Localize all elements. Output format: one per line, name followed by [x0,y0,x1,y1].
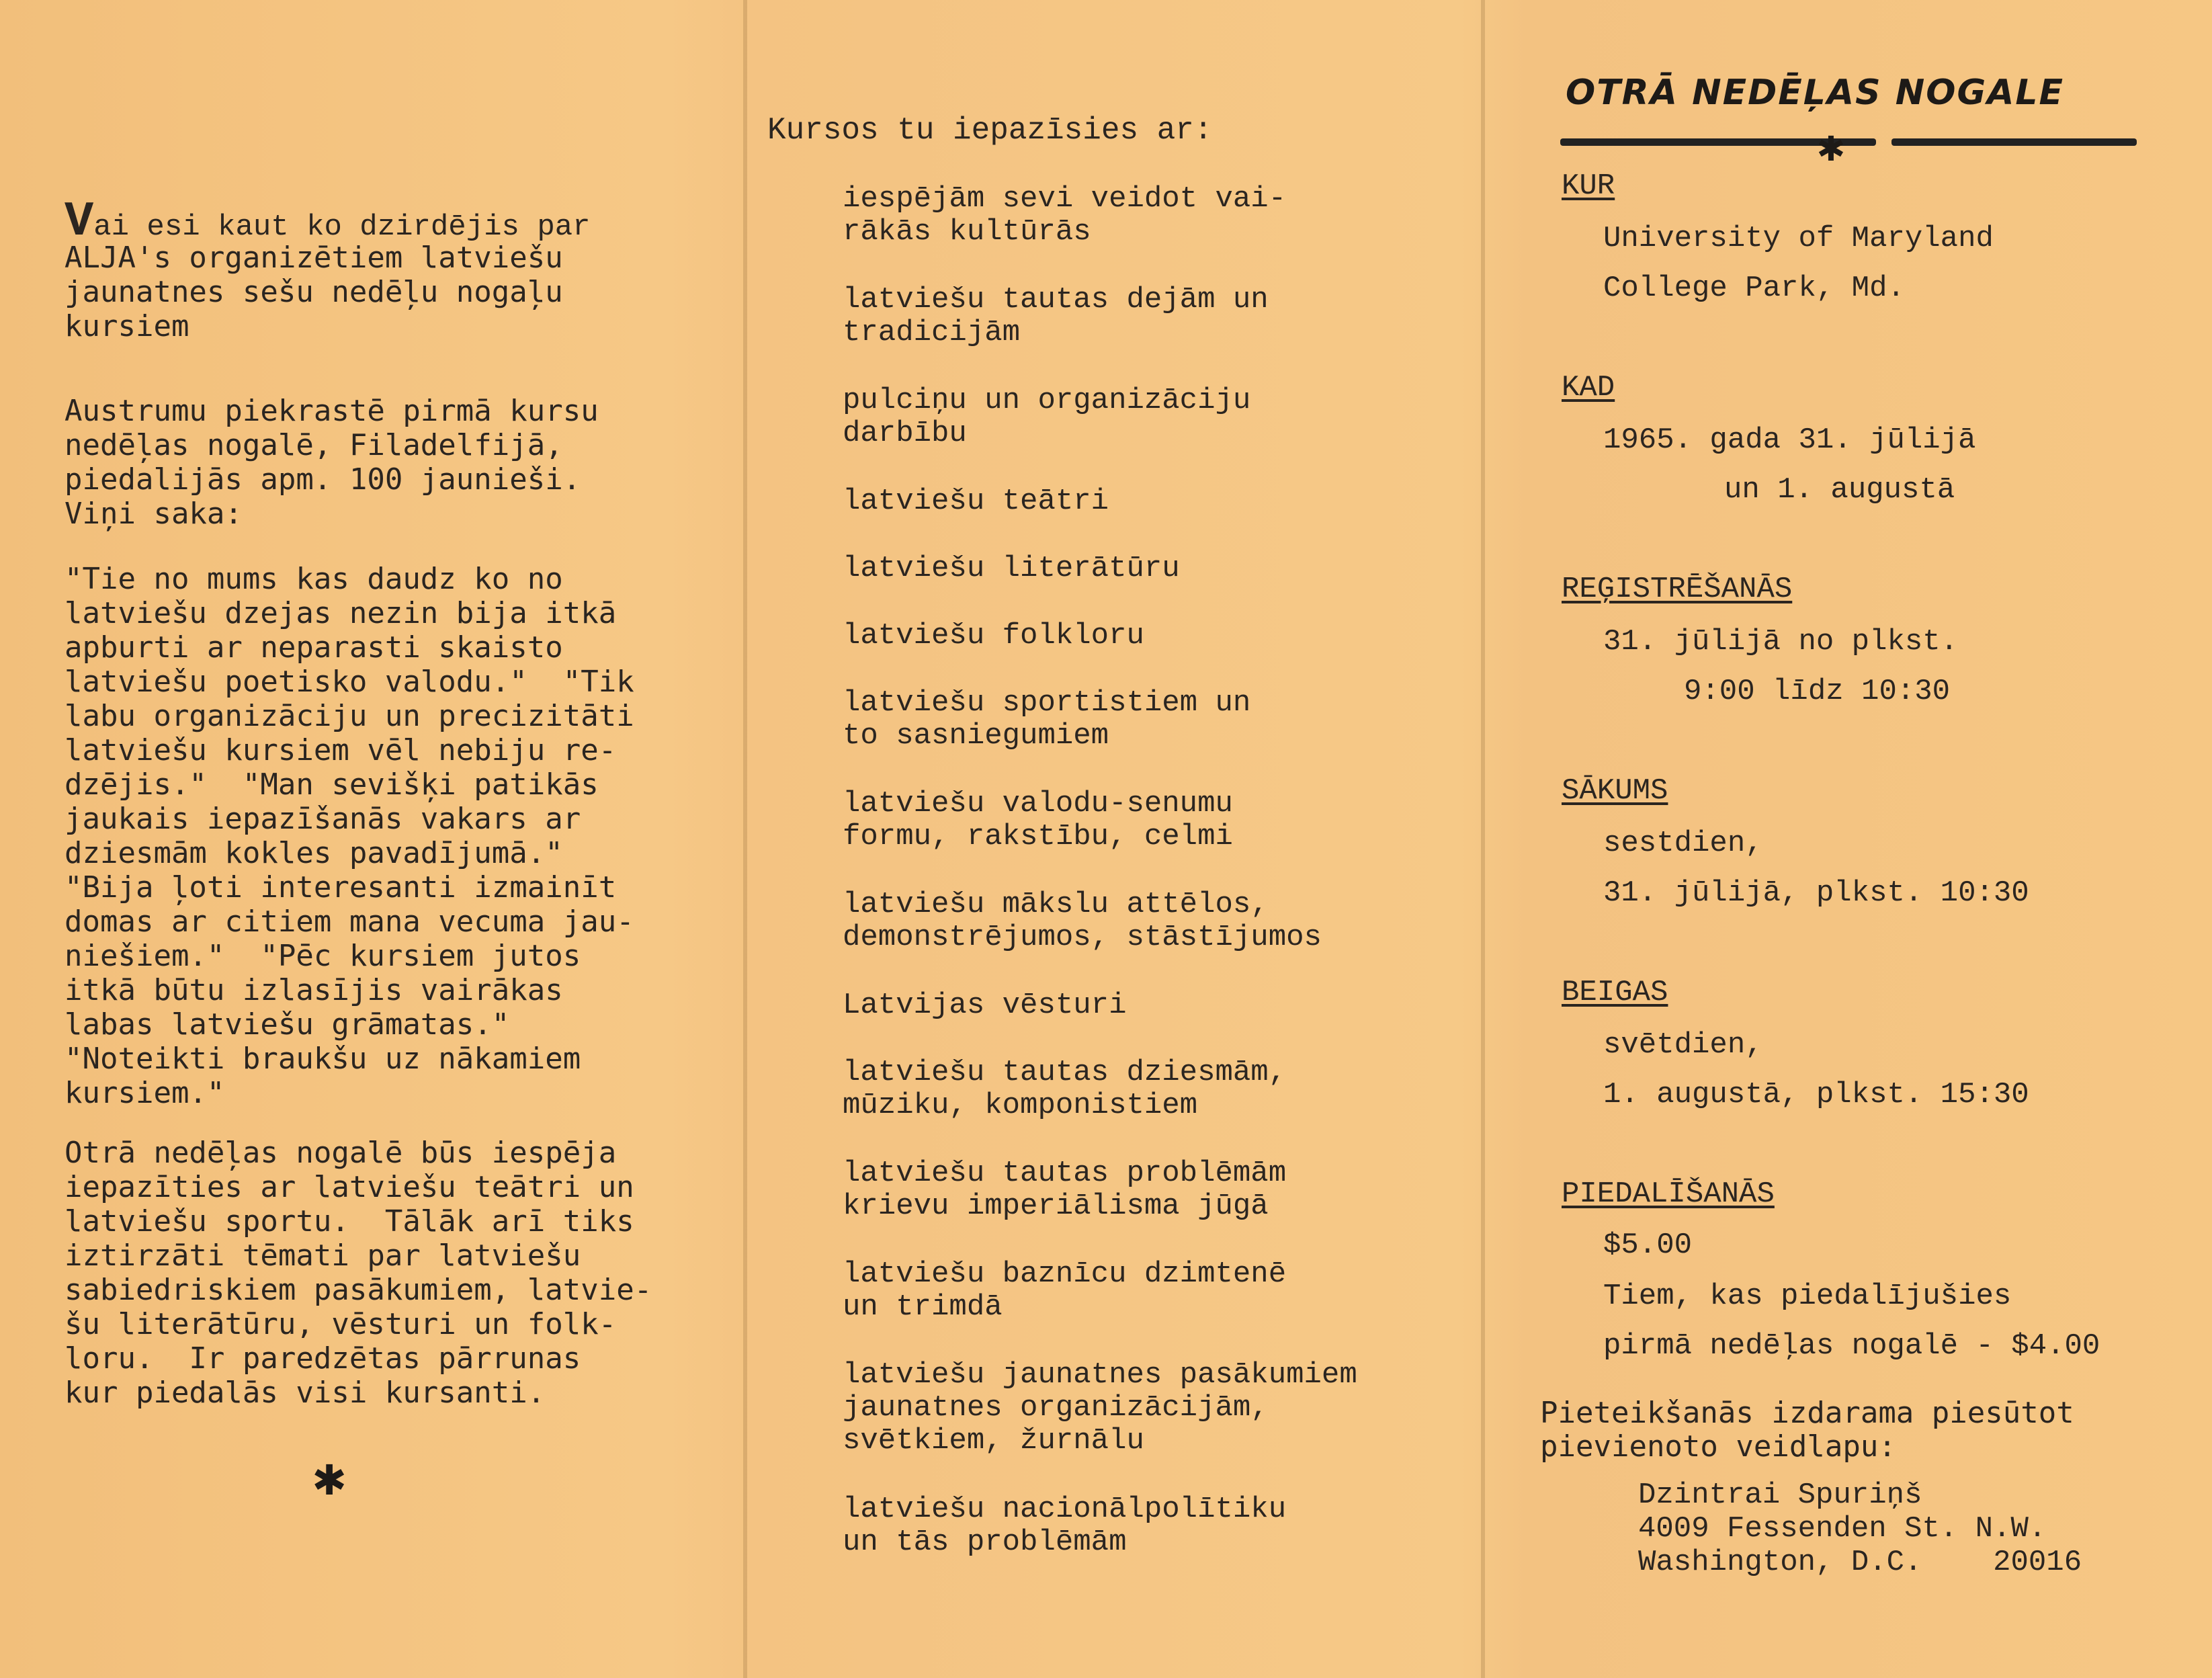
course-item: latviešu valodu-senumu formu, rakstību, celmi [843,787,1233,853]
fee-line-3: pirmā nedēļas nogalē - $4.00 [1603,1329,2100,1363]
end-line-2: 1. augustā, plkst. 15:30 [1603,1078,2029,1111]
course-item: iespējām sevi veidot vai- rākās kultūrās [843,182,1287,249]
end-label: BEIGAS [1562,976,1668,1009]
course-item: latviešu sportistiem un to sasniegumiem [843,686,1251,753]
start-line-1: sestdien, [1603,827,1763,860]
course-item: latviešu folkloru [843,619,1144,653]
course-item: pulciņu un organizāciju darbību [843,384,1251,450]
course-item: Latvijas vēsturi [843,989,1127,1022]
where-label: KUR [1562,169,1615,203]
middle-panel [747,0,1481,1678]
mailing-address: Dzintrai Spuriņš 4009 Fessenden St. N.W. Washington, D.C. 20016 [1638,1478,2082,1579]
when-label: KAD [1562,371,1615,405]
where-line-2: College Park, Md. [1603,271,1905,305]
course-item: latviešu tautas dziesmām, mūziku, komponistiem [843,1056,1287,1122]
course-item: latviešu tautas dejām un tradicijām [843,283,1269,349]
course-item: latviešu nacionālpolītiku un tās problēmām [843,1493,1287,1559]
end-line-1: svētdien, [1603,1028,1763,1062]
headline-star-icon: ✱ [1818,124,1844,174]
where-line-1: University of Maryland [1603,222,1994,255]
quotes-paragraph: "Tie no mums kas daudz ko no latviešu dzejas nezin bija itkā apburti ar neparasti skaisto latviešu poetisko valodu." "Tik labu organizāciju un precizitāti latviešu kursiem vēl nebiju re- dzējis." "Man sevišķi patikās jaukais iepazīšanās vakars ar dziesmām kokles pavadījumā." "Bija ļoti interesanti izmainīt domas ar citiem mana vecuma jau- niešiem." "Pēc kursiem jutos itkā būtu izlasījis vairākas labas latviešu grāmatas." "Noteikti braukšu uz nākamiem kursiem." [65,562,634,1110]
start-line-2: 31. jūlijā, plkst. 10:30 [1603,876,2029,910]
course-item: latviešu baznīcu dzimtenē un trimdā [843,1257,1287,1324]
registration-label: REĢISTRĒŠANĀS [1562,573,1793,606]
when-line-1: 1965. gada 31. jūlijā [1603,423,1976,457]
right-panel [1485,0,2212,1678]
course-item: latviešu tautas problēmām krievu imperiālisma jūgā [843,1157,1287,1223]
course-item: latviešu teātri [843,485,1109,518]
intro-first-line: ai esi kaut ko dzirdējis par [93,210,591,244]
fee-label: PIEDALĪŠANĀS [1562,1177,1775,1211]
fee-line-2: Tiem, kas piedalījušies [1603,1280,2012,1313]
course-item: latviešu literātūru [843,552,1180,585]
application-text: Pieteikšanās izdarama piesūtot pievienoto veidlapu: [1540,1396,2074,1464]
when-line-2: un 1. augustā [1724,473,1955,507]
headline: OTRĀ NEDĒĻAS NOGALE [1566,73,2065,113]
first-weekend-paragraph: Austrumu piekrastē pirmā kursu nedēļas nogalē, Filadelfijā, piedalijās apm. 100 jaunieši. Viņi saka: [65,394,599,531]
courses-intro: Kursos tu iepazīsies ar: [767,113,1213,148]
course-item: latviešu jaunatnes pasākumiem jaunatnes organizācijām, svētkiem, žurnālu [843,1358,1357,1458]
headline-rule-right [1891,138,2137,146]
intro-paragraph [65,194,591,343]
second-weekend-paragraph: Otrā nedēļas nogalē būs iespēja iepazīties ar latviešu teātri un latviešu sportu. Tālāk arī tiks iztirzāti tēmati par latviešu sabiedriskiem pasākumiem, latvie- šu literātūru, vēsturi un folk- loru. Ir paredzētas pārrunas kur piedalās visi kursanti. [65,1136,652,1410]
registration-line-1: 31. jūlijā no plkst. [1603,625,1959,659]
intro-rest: ALJA's organizētiem latviešu jaunatnes sešu nedēļu nogaļu kursiem [65,241,563,343]
drop-cap: V [65,194,94,249]
registration-line-2: 9:00 līdz 10:30 [1684,675,1951,708]
left-panel [0,0,743,1678]
course-item: latviešu mākslu attēlos, demonstrējumos, stāstījumos [843,888,1322,954]
fee-line-1: $5.00 [1603,1228,1693,1262]
asterisk-ornament: ✱ [313,1450,346,1511]
start-label: SĀKUMS [1562,774,1668,808]
